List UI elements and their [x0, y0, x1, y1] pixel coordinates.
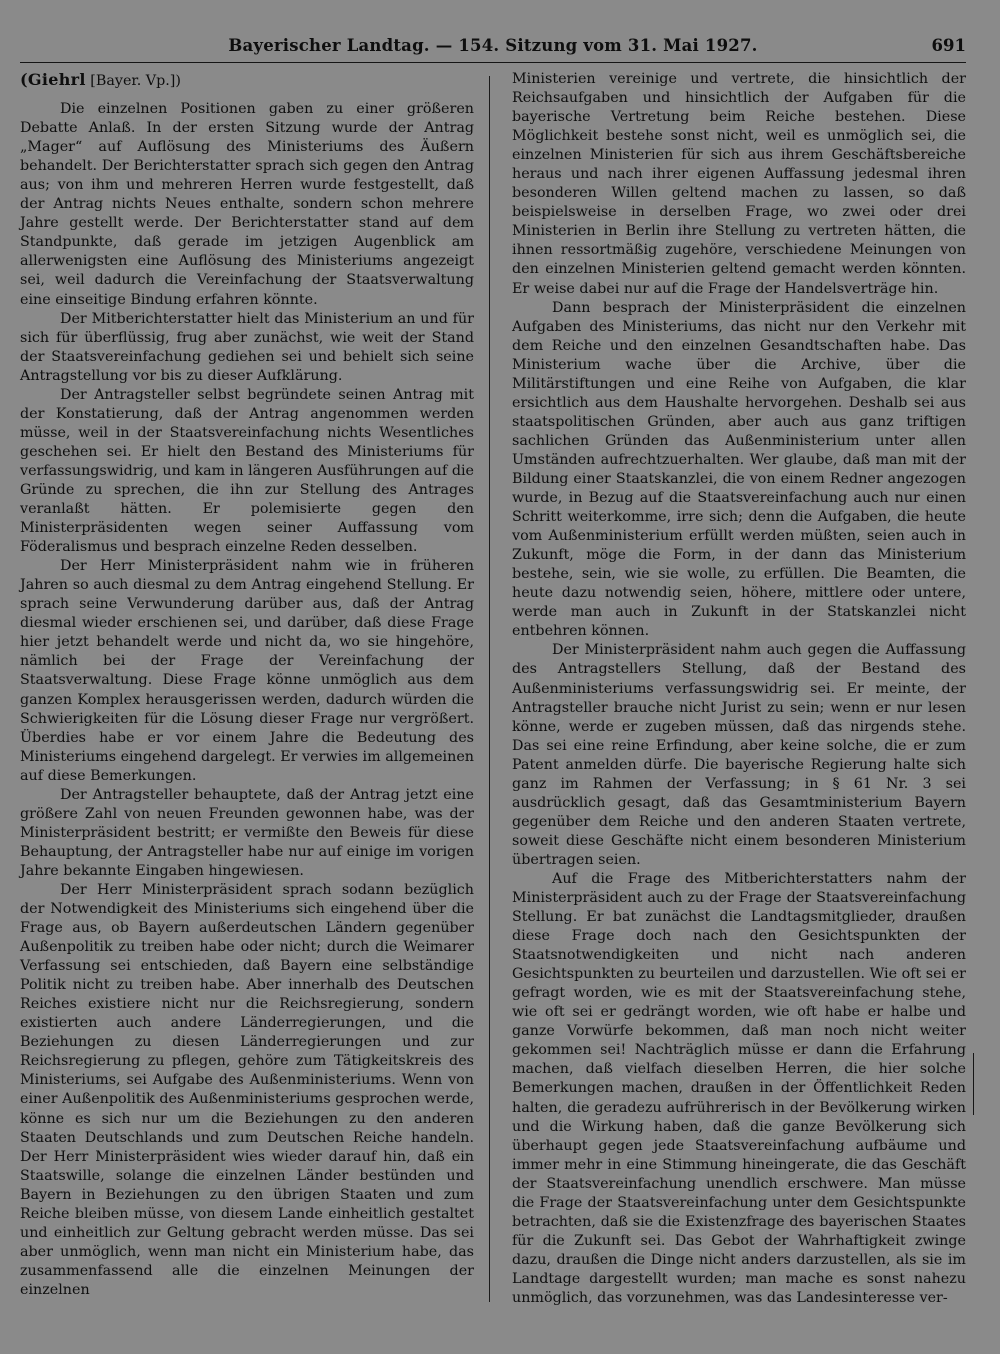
paragraph: Der Antragsteller selbst begründete seinen Antrag mit der Konstatierung, daß der Antrag angenommen werden müsse, weil in der Staatsvereinfachung nichts Wesentliches geschehen sei. Er hielt den Bestand des Ministeriums für verfassungswidrig, und kam in längeren Ausführungen auf die Gründe zu sprechen, die ihn zur Stellung des Antrages veranlaßt hätten. Er polemisierte gegen den Ministerpräsidenten wegen seiner Auffassung vom Föderalismus und besprach einzelne Reden desselben. [20, 386, 475, 556]
speaker-party: [Bayer. Vp.]) [85, 73, 181, 89]
column-divider [489, 76, 490, 1302]
paragraph: Die einzelnen Positionen gaben zu einer größeren Debatte Anlaß. In der ersten Sitzung wurde der Antrag „Mager“ auf Auflösung des Ministeriums des Äußern behandelt. Der Berichterstatter sprach sich gegen den Antrag aus; von ihm und mehreren Herren wurde festgestellt, daß der Antrag nichts Neues enthalte, sondern schon mehrere Jahre gestellt werde. Der Berichterstatter stand auf dem Standpunkte, daß gerade im jetzigen Augenblick am allerwenigsten eine Auflösung des Ministeriums angezeigt sei, weil dadurch die Vereinfachung der Staatsverwaltung eine einseitige Bindung erfahren könnte. [20, 101, 474, 308]
speaker-name: (Giehrl [20, 70, 86, 89]
paragraph: Der Herr Ministerpräsident nahm wie in früheren Jahren so auch diesmal zu dem Antrag eingehend Stellung. Er sprach seine Verwunderung darüber aus, daß der Antrag diesmal wieder erschienen sei, und darüber, daß diese Frage hier jetzt behandelt werde und nicht da, wo sie hingehöre, nämlich bei der Frage der Vereinfachung der Staatsverwaltung. Diese Frage könne unmöglich aus dem ganzen Komplex herausgerissen werden, dadurch würden die Schwierigkeiten für die Lösung dieser Frage nur vergrößert. Überdies habe er vor einem Jahre die Bedeutung des Ministeriums eingehend dargelegt. Er verwies im allgemeinen auf diese Bemerkungen. [20, 558, 474, 784]
paragraph: Der Mitberichterstatter hielt das Ministerium an und für sich für überflüssig, frug aber zunächst, wie weit der Stand der Staatsvereinfachung gediehen sei und behielt sich seine Antragstellung vor bis zu dieser Aufklärung. [20, 310, 474, 384]
running-title: Bayerischer Landtag. — 154. Sitzung vom 31. Mai 1927. [228, 36, 758, 55]
speaker-line [20, 70, 474, 91]
right-column [512, 70, 966, 1308]
left-column [20, 70, 474, 1300]
paragraph: Auf die Frage des Mitberichterstatters nahm der Ministerpräsident auch zu der Frage der Staatsvereinfachung Stellung. Er bat zunächst die Landtagsmitglieder, draußen diese Frage doch nach den Gesichtspunkten der Staatsnotwendigkeiten und nicht nach anderen Gesichtspunkten zu beurteilen und darzustellen. Wie oft sei er gefragt worden, wie es mit der Staatsvereinfachung stehe, wie oft sei er gedrängt worden, wie oft habe er halbe und ganze Vorwürfe bekommen, daß man noch nicht weiter gekommen sei! Nachträglich müsse er dann die Erfahrung machen, daß vielfach dieselben Herren, die hier solche Bemerkungen machen, draußen in der Öffentlichkeit Reden halten, die geradezu aufrührerisch in der Bevölkerung wirken und die Wirkung haben, daß die ganze Bevölkerung sich überhaupt gegen jede Staatsvereinfachung aufbäume und immer mehr in eine Stimmung hineingerate, die das Geschäft der Staatsvereinfachung unendlich erschwere. Man müsse die Frage der Staatsvereinfachung unter dem Gesichtspunkte betrachten, daß sie die Existenzfrage des bayerischen Staates für die Zukunft sei. Das Gebot der Wahrhaftigkeit zwinge dazu, draußen die Dinge nicht anders darzustellen, als sie im Landtage dargestellt wurden; man mache es sonst nahezu unmöglich, das vorzunehmen, was das Landesinteresse ver- [512, 870, 967, 1306]
page-number: 691 [931, 36, 966, 55]
margin-bar-mark [973, 1053, 974, 1115]
paragraph-continued: Ministerien vereinige und vertrete, die hinsichtlich der Reichsaufgaben und hinsichtlich der Aufgaben für die bayerische Vertretung beim Reiche bestehen. Diese Möglichkeit bestehe sonst nicht, weil es unmöglich sei, die einzelnen Ministerien für sich aus ihrem Geschäftsbereiche heraus und nach ihrer eigenen Auffassung jedesmal ihren besonderen Willen geltend machen zu lassen, so daß beispielsweise in derselben Frage, wo zwei oder drei Ministerien in Berlin ihre Stellung zu vertreten hätten, die ihnen ressortmäßig zugehöre, verschiedene Meinungen von den einzelnen Ministerien geltend gemacht werden könnten. Er weise dabei nur auf die Frage der Handelsverträge hin. [512, 71, 966, 297]
paragraph: Dann besprach der Ministerpräsident die einzelnen Aufgaben des Ministeriums, das nicht nur den Verkehr mit dem Reiche und den einzelnen Gesandtschaften habe. Das Ministerium wache über die Archive, über die Militärstiftungen und eine Reihe von Aufgaben, die klar ersichtlich aus dem Haushalte hervorgehen. Deshalb sei aus staatspolitischen Gründen, aber auch aus ganz triftigen sachlichen Gründen das Außenministerium unter allen Umständen aufrechtzuerhalten. Wer glaube, daß man mit der Bildung einer Staatskanzlei, die von einem Redner angezogen wurde, in Bezug auf die Staatsvereinfachung auch nur einen Schritt weiterkomme, irre sich; denn die Aufgaben, die heute vom Außenministerium erfüllt werden müßten, seien auch in Zukunft, möge die Form, in der dann das Ministerium bestehe, sein, wie sie wolle, zu erfüllen. Die Beamten, die heute dazu notwendig seien, höhere, mittlere oder untere, werde man auch in Zukunft in der Statskanzlei nicht entbehren können. [512, 299, 966, 640]
paragraph: Der Antragsteller behauptete, daß der Antrag jetzt eine größere Zahl von neuen Freunden gewonnen habe, was der Ministerpräsident bestritt; er vermißte den Beweis für diese Behauptung, der Antragsteller habe nur auf einige im vorigen Jahre bekannte Eingaben hingewiesen. [20, 786, 474, 879]
paragraph: Der Ministerpräsident nahm auch gegen die Auffassung des Antragstellers Stellung, daß der Bestand des Außenministeriums verfassungswidrig sei. Er meinte, der Antragsteller brauche nicht Jurist zu sein; wenn er nur lesen könne, werde er zugeben müssen, daß das nirgends stehe. Das sei eine reine Erfindung, aber keine solche, die er zum Patent anmelden dürfe. Die bayerische Regierung halte sich ganz im Rahmen der Verfassung; in § 61 Nr. 3 sei ausdrücklich gesagt, daß das Gesamtministerium Bayern gegenüber dem Reiche und den anderen Staaten vertrete, soweit diese Geschäfte nicht einem besonderen Ministerium übertragen seien. [512, 642, 966, 868]
paragraph: Der Herr Ministerpräsident sprach sodann bezüglich der Notwendigkeit des Ministeriums sich eingehend über die Frage aus, ob Bayern außerdeutschen Ländern gegenüber Außenpolitik zu treiben habe oder nicht; durch die Weimarer Verfassung sei entschieden, daß Bayern eine selbständige Politik nicht zu treiben habe. Aber innerhalb des Deutschen Reiches existiere nicht nur die Reichsregierung, sondern existierten auch andere Länderregierungen, und die Beziehungen zu diesen Länderregierungen und zur Reichsregierung zu pflegen, gehöre zum Tätigkeitskreis des Ministeriums, sei Aufgabe des Außenministeriums. Wenn von einer Außenpolitik des Außenministeriums gesprochen werde, könne es sich nur um die Beziehungen zu den anderen Staaten Deutschlands und zum Deutschen Reiche handeln. Der Herr Ministerpräsident wies wieder darauf hin, daß ein Staatswille, solange die einzelnen Länder bestünden und Bayern in Beziehungen zu den übrigen Staaten und zum Reiche bleiben müsse, von diesem Lande einheitlich gestaltet und einheitlich zur Geltung gebracht werden müsse. Das sei aber unmöglich, wenn man nicht ein Ministerium habe, das zusammenfassend alle die einzelnen Meinungen der einzelnen [20, 881, 474, 1298]
running-header [20, 32, 966, 63]
